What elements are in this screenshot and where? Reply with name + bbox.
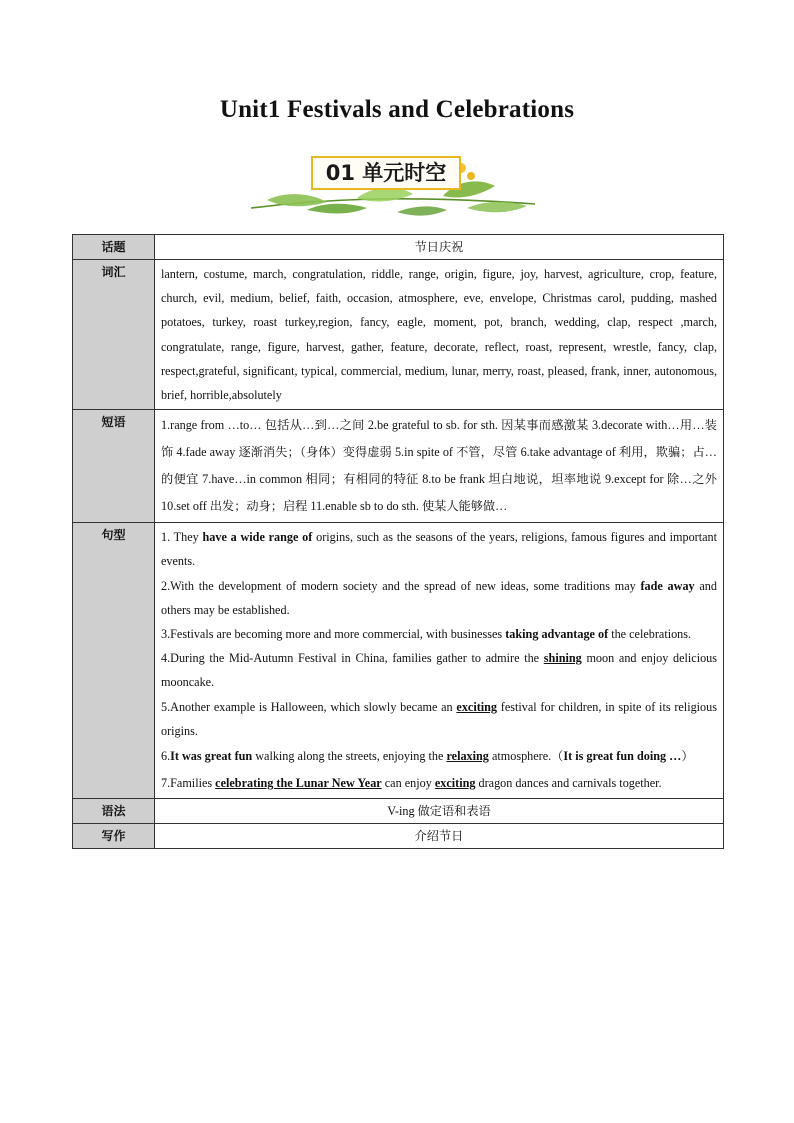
table-row bbox=[73, 799, 724, 824]
sentence-item: 2.With the development of modern society and the spread of new ideas, some traditions may fade away and others may be established. bbox=[161, 578, 717, 617]
sentence-item: 3.Festivals are becoming more and more commercial, with businesses taking advantage of the celebrations. bbox=[161, 627, 692, 642]
sentence-item: 1. They have a wide range of origins, such as the seasons of the years, religions, famous figures and important events. bbox=[161, 530, 717, 569]
writing-value: 介绍节日 bbox=[155, 824, 724, 849]
summary-table bbox=[72, 234, 724, 849]
row-label-vocab: 词汇 bbox=[73, 260, 155, 410]
sentence-item: 4.During the Mid-Autumn Festival in China, families gather to admire the shining moon and enjoy delicious mooncake. bbox=[161, 651, 718, 690]
sentence-item: 5.Another example is Halloween, which slowly became an exciting festival for children, in spite of its religious origins. bbox=[161, 699, 717, 738]
grammar-value: V-ing 做定语和表语 bbox=[155, 799, 724, 824]
row-label-grammar: 语法 bbox=[73, 799, 155, 824]
phrase-list: 1.range from …to… 包括从…到…之间 2.be grateful to sb. for sth. 因某事而感激某 3.decorate with…用…装饰 4.fade away 逐渐消失；（身体）变得虚弱 5.in spite of 不管，尽管 6.take advantage of 利用，欺骗；占…的便宜 7.have…in common 相同；有相同的特征 8.to be frank 坦白地说，坦率地说 9.except for 除…之外 10.set off 出发；动身；启程 11.enable sb to do sth. 使某人能够做… bbox=[155, 410, 724, 523]
sentence-item: 7.Families celebrating the Lunar New Year can enjoy exciting dragon dances and carnivals together. bbox=[161, 776, 662, 791]
row-label-phrases: 短语 bbox=[73, 410, 155, 523]
section-banner bbox=[247, 150, 539, 222]
vocab-list: lantern, costume, march, congratulation, riddle, range, origin, figure, joy, harvest, agriculture, crop, feature, church, evil, medium, belief, faith, occasion, atmosphere, eve, envelope, Christmas carol, pudding, mashed potatoes, turkey, roast turkey,region, fancy, eagle, moment, pot, branch, wedding, clap, respect ,march, congratulate, range, figure, harvest, gather, feature, decorate, reflect, roast, represent, wrestle, fancy, clap, respect,grateful, significant, typical, commercial, medium, lunar, merry, roast, pleased, frank, inner, autonomous, brief, horrible,absolutely bbox=[155, 260, 724, 410]
page-title: Unit1 Festivals and Celebrations bbox=[219, 96, 575, 123]
row-label-sentences: 句型 bbox=[73, 523, 155, 799]
sentence-item: 6.It was great fun walking along the streets, enjoying the relaxing atmosphere.（It is great fun doing …） bbox=[161, 749, 694, 764]
row-label-topic: 话题 bbox=[73, 235, 155, 260]
topic-value: 节日庆祝 bbox=[155, 235, 724, 260]
table-row bbox=[73, 235, 724, 260]
banner-label: 01 单元时空 bbox=[311, 156, 461, 190]
table-row bbox=[73, 523, 724, 799]
sentence-list bbox=[155, 523, 724, 799]
table-row bbox=[73, 260, 724, 410]
row-label-writing: 写作 bbox=[73, 824, 155, 849]
table-row bbox=[73, 410, 724, 523]
table-row bbox=[73, 824, 724, 849]
